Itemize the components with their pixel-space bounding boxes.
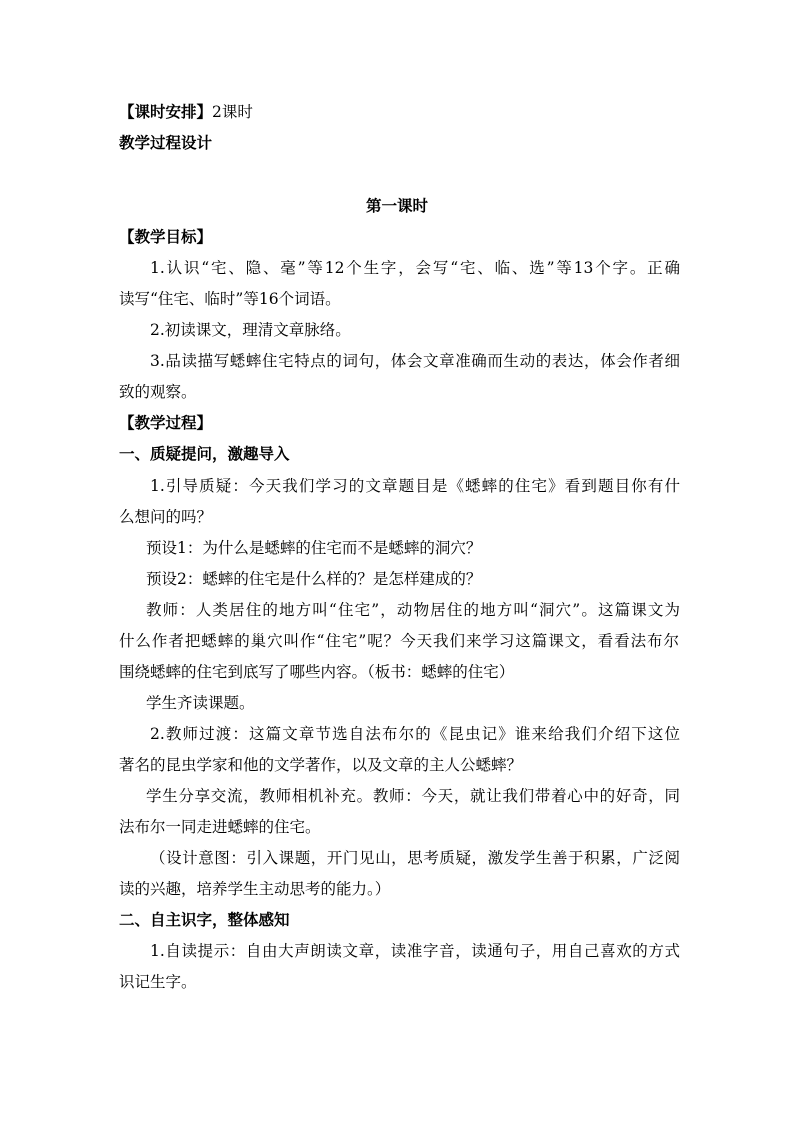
s1-paragraph-2-line-2: 著名的昆虫学家和他的文学著作，以及文章的主人公蟋蟀？ — [119, 756, 523, 774]
schedule-value: 2课时 — [212, 103, 253, 121]
design-heading: 教学过程设计 — [119, 133, 213, 152]
goal-3-line-2: 致的观察。 — [119, 383, 197, 401]
s1-preset-1: 预设1：为什么是蟋蟀的住宅而不是蟋蟀的洞穴？ — [146, 539, 482, 557]
schedule-label: 【课时安排】 — [119, 102, 213, 121]
s1-design-intent-line-1: （设计意图：引入课题，开门见山，思考质疑，激发学生善于积累，广泛阅 — [150, 849, 680, 867]
s1-teacher-line-3: 围绕蟋蟀的住宅到底写了哪些内容。（板书：蟋蟀的住宅） — [119, 663, 515, 681]
s1-design-intent-line-2: 读的兴趣，培养学生主动思考的能力。） — [119, 880, 391, 898]
s1-preset-2: 预设2：蟋蟀的住宅是什么样的？是怎样建成的？ — [146, 570, 482, 588]
s1-students-read: 学生齐读课题。 — [146, 694, 255, 712]
goal-2: 2.初读课文，理清文章脉络。 — [150, 321, 351, 339]
s1-teacher-line-2: 什么作者把蟋蟀的巢穴叫作“住宅”呢？今天我们来学习这篇课文，看看法布尔 — [119, 632, 679, 650]
goal-3-line-1: 3.品读描写蟋蟀住宅特点的词句，体会文章准确而生动的表达，体会作者细 — [150, 352, 680, 370]
goals-heading: 【教学目标】 — [119, 227, 213, 246]
section-1-heading: 一、质疑提问，激趣导入 — [119, 444, 290, 463]
s2-paragraph-1-line-2: 识记生字。 — [119, 973, 197, 991]
s1-paragraph-2-line-1: 2.教师过渡：这篇文章节选自法布尔的《昆虫记》谁来给我们介绍下这位 — [150, 725, 680, 743]
schedule-line — [119, 102, 679, 122]
goal-1-line-2: 读写“住宅、临时”等16个词语。 — [119, 290, 341, 308]
lesson-title: 第一课时 — [365, 196, 428, 215]
s1-share-line-2: 法布尔一同走进蟋蟀的住宅。 — [119, 818, 321, 836]
s1-teacher-line-1: 教师：人类居住的地方叫“住宅”，动物居住的地方叫“洞穴”。这篇课文为 — [146, 601, 680, 619]
goal-1-line-1: 1.认识“宅、隐、毫”等12个生字，会写“宅、临、选”等13个字。正确 — [150, 259, 680, 277]
process-heading: 【教学过程】 — [119, 413, 213, 432]
s1-paragraph-1-line-1: 1.引导质疑：今天我们学习的文章题目是《蟋蟀的住宅》看到题目你有什 — [150, 477, 680, 495]
s1-share-line-1: 学生分享交流，教师相机补充。教师：今天，就让我们带着心中的好奇，同 — [146, 787, 680, 805]
section-2-heading: 二、自主识字，整体感知 — [119, 910, 290, 929]
s1-paragraph-1-line-2: 么想问的吗？ — [119, 508, 213, 526]
s2-paragraph-1-line-1: 1.自读提示：自由大声朗读文章，读准字音，读通句子，用自己喜欢的方式 — [150, 942, 680, 960]
